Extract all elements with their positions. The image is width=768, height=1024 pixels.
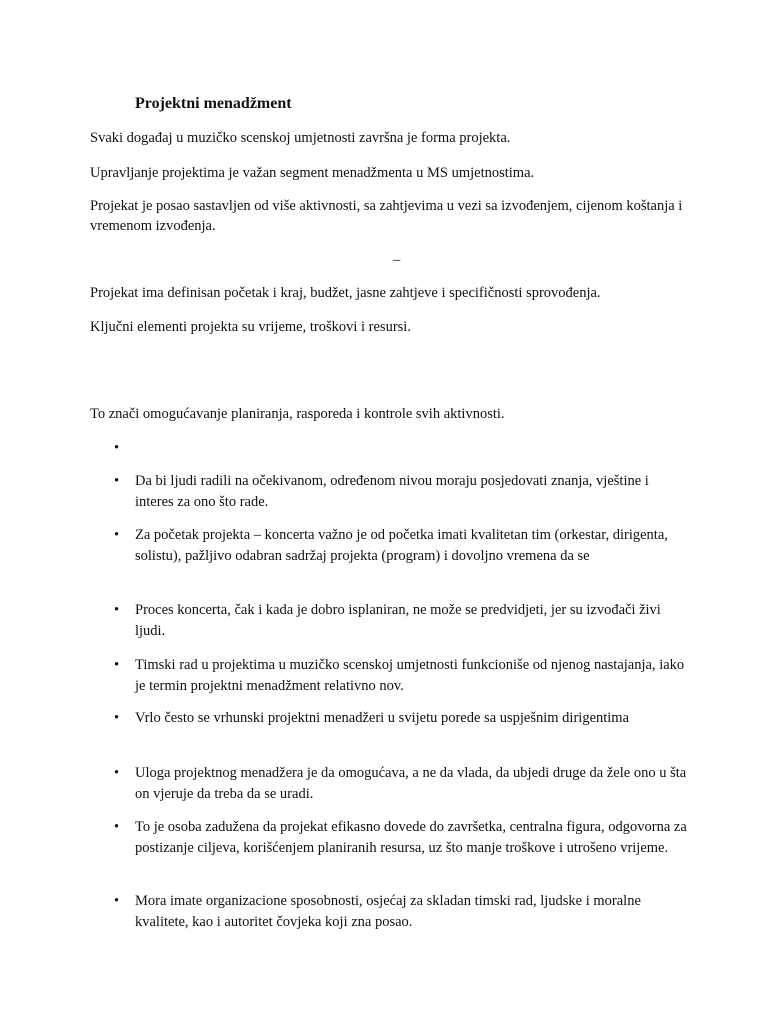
- bullet-marker: •: [114, 657, 120, 673]
- paragraph-planning: To znači omogućavanje planiranja, rasporeda i kontrole svih aktivnosti.: [90, 406, 505, 422]
- bullet-marker: •: [114, 473, 120, 489]
- bullet-marker: •: [114, 602, 120, 618]
- list-item: Proces koncerta, čak i kada je dobro isplaniran, ne može se predvidjeti, jer su izvođači živi ljudi.: [135, 602, 661, 639]
- list-item: Da bi ljudi radili na očekivanom, određenom nivou moraju posjedovati znanja, vještine i interes za ono što rade.: [135, 473, 649, 510]
- list-item: Mora imate organizacione sposobnosti, osjećaj za skladan timski rad, ljudske i moralne kvalitete, kao i autoritet čovjeka koji zna posao.: [135, 893, 641, 930]
- bullet-marker: •: [114, 440, 120, 456]
- paragraph-definition: Projekat je posao sastavljen od više aktivnosti, sa zahtjevima u vezi sa izvođenjem, cijenom koštanja i vremenom izvođenja.: [90, 198, 683, 234]
- list-item: Vrlo često se vrhunski projektni menadžeri u svijetu porede sa uspješnim dirigentima: [135, 710, 630, 726]
- list-item: To je osoba zadužena da projekat efikasno dovede do završetka, centralna figura, odgovorna za postizanje ciljeva, korišćenjem planiranih resursa, uz što manje troškove i utrošeno vrijeme.: [135, 819, 687, 856]
- bullet-marker: •: [114, 819, 120, 835]
- list-item: Za početak projekta – koncerta važno je od početka imati kvalitetan tim (orkestar, dirigenta, solistu), pažljivo odabran sadržaj projekta (program) i dovoljno vremena da se: [135, 527, 668, 564]
- bullet-marker: •: [114, 710, 120, 726]
- paragraph-management: Upravljanje projektima je važan segment menadžmenta u MS umjetnostima.: [90, 165, 535, 181]
- paragraph-scope: Projekat ima definisan početak i kraj, budžet, jasne zahtjeve i specifičnosti sprovođenja.: [90, 285, 601, 301]
- dash-separator: –: [393, 252, 401, 268]
- bullet-marker: •: [114, 527, 120, 543]
- bullet-marker: •: [114, 893, 120, 909]
- list-item: Timski rad u projektima u muzičko scenskoj umjetnosti funkcioniše od njenog nastajanja, iako je termin projektni menadžment relativno nov.: [135, 657, 685, 694]
- list-item: Uloga projektnog menadžera je da omogućava, a ne da vlada, da ubjedi druge da žele ono u šta on vjeruje da treba da se uradi.: [135, 765, 687, 802]
- paragraph-intro: Svaki događaj u muzičko scenskoj umjetnosti završna je forma projekta.: [90, 130, 511, 146]
- paragraph-key-elements: Ključni elementi projekta su vrijeme, troškovi i resursi.: [90, 319, 411, 335]
- bullet-marker: •: [114, 765, 120, 781]
- document-heading: Projektni menadžment: [135, 95, 292, 112]
